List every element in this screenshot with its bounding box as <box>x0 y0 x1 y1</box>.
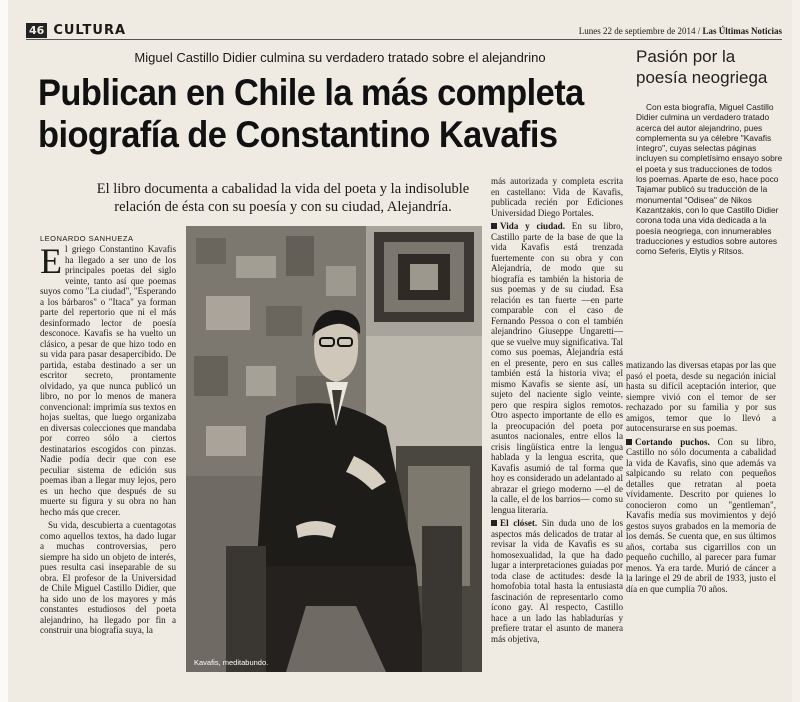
square-bullet-icon <box>491 223 497 229</box>
issue-date: Lunes 22 de septiembre de 2014 / <box>578 25 703 36</box>
dateline <box>579 26 782 36</box>
article-column-4 <box>626 360 776 690</box>
paragraph <box>491 221 623 515</box>
sidebar-title: Pasión por la poesía neogriega <box>636 47 768 87</box>
article-kicker: Miguel Castillo Didier culmina su verdadero tratado sobre el alejandrino <box>134 50 546 65</box>
section-name: CULTURA <box>53 23 127 38</box>
subhead: El clóset. <box>500 518 538 528</box>
portrait-illustration <box>186 226 482 672</box>
paragraph: Su vida, descubierta a cuentagotas como aquellos textos, ha dado lugar a muchas controversias, pero siempre ha sido un objeto de interés, pues resulta casi inseparable de su obra. El profesor de la Universidad de Chile Miguel Castillo Didier, que ha sido uno de los mayores y más constantes estudiosos del poeta alejandrino, ha llegado por fin a construir una biografía suya, la <box>40 520 176 635</box>
square-bullet-icon <box>491 520 497 526</box>
paragraph <box>626 437 776 595</box>
paragraph-text: Sin duda uno de los aspectos más delicados de tratar al revisar la vida de Kavafis es su homosexualidad, la que ha dado lugar a interpretaciones guiadas por toda clase de actitudes: desde la homofobia total hasta la entusiasta fascinación de representarlo como ícono gay. Al respecto, Castillo hace a un lado las habladurías y prefiere tratar el asunto de manera más objetiva, <box>491 518 623 644</box>
paragraph-text: Con su libro, Castillo no sólo documenta a cabalidad la vida de Kavafis, sino que además va salpicando su relato con pequeños detalles que retratan al poeta vívidamente. Descrito por quienes lo conocieron como un "gentleman", Kavafis medía sus movimientos y dejó gestos suyos grabados en la memoria de los demás. Se cuenta que, en sus últimos años, cortaba sus cigarrillos con un pequeño cuchillo, al parecer para fumar menos. Ya era tarde. Murió de cáncer a la laringe el 29 de abril de 1933, justo el día en que cumplía 70 años. <box>626 436 776 594</box>
page-margin <box>0 0 8 702</box>
paragraph <box>40 244 176 517</box>
subhead: Cortando puchos. <box>635 436 710 447</box>
page-number: 46 <box>26 23 47 38</box>
article-headline: Publican en Chile la más completa biografía de Constantino Kavafis <box>38 72 584 155</box>
subhead: Vida y ciudad. <box>500 221 566 231</box>
drop-cap: E <box>40 244 62 281</box>
square-bullet-icon <box>626 439 632 445</box>
article-column-1 <box>40 244 176 676</box>
paragraph <box>491 518 623 644</box>
newspaper-page <box>8 0 792 702</box>
article-deck: El libro documenta a cabalidad la vida del poeta y la indisoluble relación de ésta con su poesía y con su ciudad, Alejandría. <box>96 181 470 215</box>
portrait-photo <box>186 226 482 672</box>
paragraph-text: En su libro, Castillo parte de la base de que la vida Kavafis está trenzada fuertemente con su obra y con Alejandría, de modo que su biografía es también la historia de sus poemas y de su ciudad. Esa relación es tan fuerte —en parte comparable con el caso de Fernando Pessoa o con el también alejandrino Giuseppe Ungaretti— que se vuelve muy significativa. Tal como sus poemas, Alejandría está en el presente, pero en sus calles también está la historia viva; el mismo Kavafis se siente así, un sujeto del naciente siglo veinte, pero que respira siglos remotos. Otro aspecto importante de ello es la preocupación del poeta por asuntos nacionales, entre ellos la crisis lingüística entre la lengua hablada y la lengua escrita, que Kavafis asumió de tal forma que hoy es considerado un adelantado al abrazar el griego moderno —el de la calle, el de los barrios— como su lengua literaria. <box>491 221 623 515</box>
publication-name: Las Últimas Noticias <box>702 25 782 36</box>
paragraph: más autorizada y completa escrita en castellano: Vida de Kavafis, publicada recién por Ediciones Universidad Diego Portales. <box>491 176 623 218</box>
paragraph: matizando las diversas etapas por las que pasó el poeta, desde su negación inicial hasta su difícil aceptación interior, que siempre vivió con el temor de ser rechazado por su familia y por sus amigos, temor que lo llevó a autocensurarse en sus poemas. <box>626 360 776 433</box>
paragraph-text: l griego Constantino Kavafis ha llegado a ser uno de los principales poetas del siglo veinte, tanto así que poemas suyos como "La ciudad", "Esperando a los bárbaros" o "Itaca" ya forman parte del repertorio que ni el más desinformado lector de poesía desconoce. Kavafis se ha vuelto un clásico, a pesar de que hizo todo en su vida para pasar desapercibido. De partida, estaba destinado a ser un escritor secreto, prontamente olvidado, ya que nunca publicó un libro, no por lo menos de manera convencional: imprimía sus textos en hojas sueltas, que luego organizaba en diversas colecciones que mandaba por correo sólo a ciertos destinatarios escogidos con pinzas. Nadie podía decir que con ese peculiar sistema de edición sus poemas iban a llegar muy lejos, pero es un hecho que después de su muerte su figura y su obra no han hecho más que crecer. <box>40 244 176 517</box>
photo-caption: Kavafis, meditabundo. <box>194 658 269 667</box>
article-column-3 <box>491 176 623 686</box>
byline: LEONARDO SANHUEZA <box>40 234 134 243</box>
sidebar-box <box>636 46 784 354</box>
sidebar-text: Con esta biografía, Miguel Castillo Didier culmina un verdadero tratado acerca del autor alejandrino, pues complementa su ya célebre "Kavafis íntegro", cuyas selectas páginas incluyen su completísimo ensayo sobre el poeta y sus traducciones de todos los poemas. Aparte de eso, hace poco Tajamar publicó su traducción de la monumental "Odisea" de Nikos Kazantzakis, con lo que Castillo Didier corona toda una vida dedicada a la poesía neogriega, con innumerables traducciones y estudios sobre autores como Seferis, Elytis y Ritsos. <box>636 102 783 257</box>
page-header <box>26 22 782 40</box>
